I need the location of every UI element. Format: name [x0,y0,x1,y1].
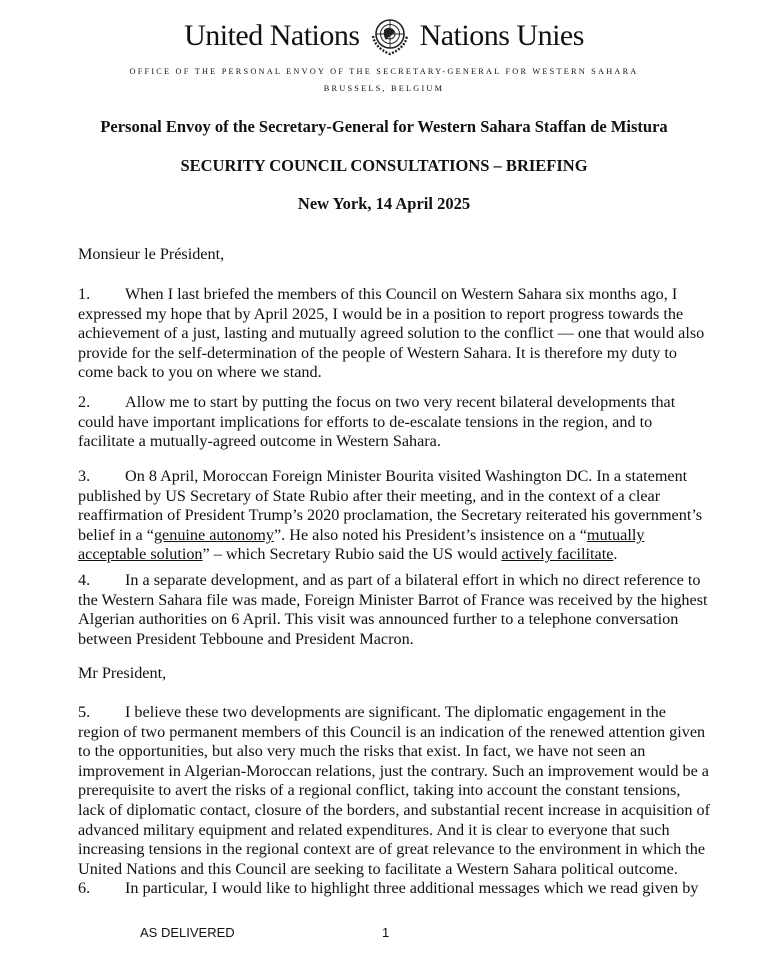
letterhead-french: Nations Unies [419,19,584,52]
underlined-phrase: genuine autonomy [153,525,274,544]
paragraph-number: 2. [78,393,91,411]
paragraph-6 [78,879,710,899]
paragraph-1 [78,285,710,383]
page-number: 1 [382,925,390,940]
un-emblem-icon [368,14,412,58]
paragraph-text: ” – which Secretary Rubio said the US would [202,545,502,564]
office-name: OFFICE OF THE PERSONAL ENVOY OF THE SECRETARY-GENERAL FOR WESTERN SAHARA [129,67,639,76]
footer-status: AS DELIVERED [140,925,235,940]
paragraph-number: 6. [78,879,91,897]
salutation: Monsieur le Président, [78,245,225,263]
paragraph-number: 5. [78,703,91,721]
speaker-title: Personal Envoy of the Secretary-General for Western Sahara Staffan de Mistura [100,117,668,136]
paragraph-text: In particular, I would like to highlight three additional messages which we read given by [125,879,699,897]
letterhead-english: United Nations [184,19,360,52]
office-location: BRUSSELS, BELGIUM [323,84,445,93]
paragraph-text: In a separate development, and as part of a bilateral effort in which no direct reference to the Western Sahara file was made, Foreign Minister Barrot of France was received by the highest Algerian authorities on 6 April. This visit was announced further to a telephone conversation between President Tebboune and President Macron. [78,571,708,648]
paragraph-2 [78,393,710,452]
paragraph-number: 3. [78,467,91,485]
paragraph-text: ”. He also noted his President’s insistence on a “ [273,525,587,544]
paragraph-5 [78,703,710,879]
place-date: New York, 14 April 2025 [297,194,471,213]
paragraph-4 [78,571,710,649]
letterhead-title [0,14,768,58]
paragraph-text: When I last briefed the members of this Council on Western Sahara six months ago, I expressed my hope that by April 2025, I would be in a position to report progress towards the achievement of a just, lasting and mutually agreed solution to the conflict — one that would also provide for the self-determination of the people of Western Sahara. It is therefore my duty to come back to you on where we stand. [78,285,705,382]
underlined-phrase: actively facilitate [501,545,614,564]
paragraph-text: On 8 April, Moroccan Foreign Minister Bourita visited Washington DC. In a statement published by US Secretary of State Rubio after their meeting, and in the context of a clear reaffirmation of President Trump’s 2020 proclamation, the Secretary reiterated his government’s belief in a “ [78,467,703,544]
salutation-2: Mr President, [78,664,167,682]
paragraph-number: 4. [78,571,91,589]
event-title: SECURITY COUNCIL CONSULTATIONS – BRIEFING [180,156,588,175]
paragraph-3 [78,467,710,565]
underlined-phrase: mutually acceptable solution [78,525,645,564]
paragraph-text: I believe these two developments are significant. The diplomatic engagement in the region of two permanent members of this Council is an indication of the renewed attention given to the opportunities, but also very much the risks that exist. In fact, we have not seen an improvement in Algerian-Moroccan relations, just the contrary. Such an improvement would be a prerequisite to avert the risks of a regional conflict, taking into account the constant tensions, lack of diplomatic contact, closure of the borders, and substantial recent increase in acquisition of advanced military equipment and related expenditures. And it is clear to everyone that such increasing tensions in the regional context are of great relevance to the environment in which the United Nations and this Council are seeking to facilitate a Western Sahara political outcome. [78,703,710,878]
paragraph-number: 1. [78,285,91,303]
paragraph-text: . [613,545,618,564]
paragraph-text: Allow me to start by putting the focus on two very recent bilateral developments that could have important implications for efforts to de-escalate tensions in the region, and to facilitate a mutually-agreed outcome in Western Sahara. [78,393,676,451]
